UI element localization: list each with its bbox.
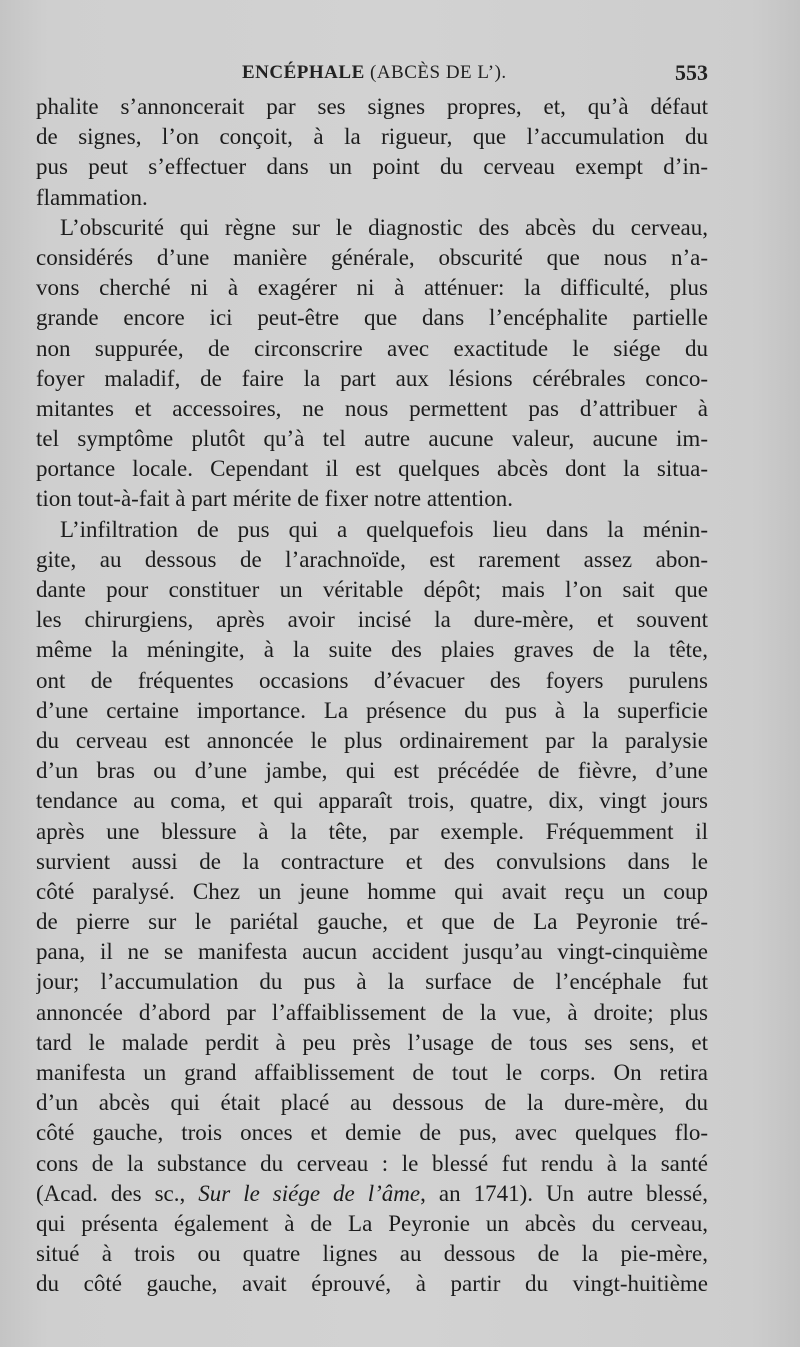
text-line: qui présenta également à de La Peyronie un abcès du cerveau, [36,1210,708,1236]
citation-title: Sur le siége de l’âme [198,1180,421,1206]
text-line: tard le malade perdit à peu près l’usage de tous ses sens, et [36,1029,708,1055]
text-line: ont de fréquentes occasions d’évacuer des foyers purulens [36,667,708,693]
text-line: de pierre sur le pariétal gauche, et que de La Peyronie tré- [36,909,708,935]
text-line: côté gauche, trois onces et demie de pus, avec quelques flo- [36,1120,708,1146]
text-line: même la méningite, à la suite des plaies graves de la tête, [36,637,708,663]
text-line: tion tout-à-fait à part mérite de fixer notre attention. [36,486,514,512]
text-line: L’infiltration de pus qui a quelquefois lieu dans la ménin- [60,516,708,542]
page-number: 553 [675,60,708,85]
text-line: cons de la substance du cerveau : le blessé fut rendu à la santé [36,1150,708,1176]
text-line: côté paralysé. Chez un jeune homme qui avait reçu un coup [36,878,708,904]
text-line: survient aussi de la contracture et des convulsions dans le [36,848,708,874]
text-line: foyer maladif, de faire la part aux lésions cérébrales conco- [36,365,708,391]
text-line: grande encore ici peut-être que dans l’encéphalite partielle [36,305,708,331]
text-line: de signes, l’on conçoit, à la rigueur, que l’accumulation du [36,124,708,150]
text-line: pus peut s’effectuer dans un point du cerveau exempt d’in- [36,154,708,180]
text-line: situé à trois ou quatre lignes au dessous de la pie-mère, [36,1241,708,1267]
running-head-title: ENCÉPHALE (ABCÈS DE L’). [242,62,507,83]
text-line: flammation. [36,184,148,210]
text-line: mitantes et accessoires, ne nous permettent pas d’attribuer à [36,395,708,421]
running-head-subtitle: (ABCÈS DE L’). [370,62,507,83]
text-line: d’un abcès qui était placé au dessous de la dure-mère, du [36,1090,708,1116]
text-line: les chirurgiens, après avoir incisé la dure-mère, et souvent [36,607,708,633]
text-line: vons cherché ni à exagérer ni à atténuer: la difficulté, plus [36,275,708,301]
text-line: (Acad. des sc., Sur le siége de l’âme, an 1741). Un autre blessé, [36,1180,708,1206]
running-head [36,60,708,90]
text-line: phalite s’annoncerait par ses signes propres, et, qu’à défaut [36,94,708,119]
text-line: portance locale. Cependant il est quelques abcès dont la situa- [36,456,708,482]
text-line: gite, au dessous de l’arachnoïde, est rarement assez abon- [36,546,708,572]
text-line: tendance au coma, et qui apparaît trois, quatre, dix, vingt jours [36,788,708,814]
text-line: manifesta un grand affaiblissement de tout le corps. On retira [36,1060,708,1085]
text-line: non suppurée, de circonscrire avec exactitude le siége du [36,335,708,361]
text-line: du cerveau est annoncée le plus ordinairement par la paralysie [36,727,708,753]
text-line: tel symptôme plutôt qu’à tel autre aucune valeur, aucune im- [36,426,708,452]
text-line: jour; l’accumulation du pus à la surface de l’encéphale fut [36,969,708,995]
text-line: pana, il ne se manifesta aucun accident jusqu’au vingt-cinquième [36,939,708,965]
text-line: d’un bras ou d’une jambe, qui est précédée de fièvre, d’une [36,758,708,784]
text-line: L’obscurité qui règne sur le diagnostic des abcès du cerveau, [60,214,708,240]
text-line: dante pour constituer un véritable dépôt; mais l’on sait que [36,577,708,602]
text-line: après une blessure à la tête, par exemple. Fréquemment il [36,818,708,844]
text-line: du côté gauche, avait éprouvé, à partir du vingt-huitième [36,1271,708,1297]
text-line: d’une certaine importance. La présence du pus à la superficie [36,697,708,723]
text-line: considérés d’une manière générale, obscurité que nous n’a- [36,244,708,270]
body-text [36,92,708,1300]
text-line: annoncée d’abord par l’affaiblissement de la vue, à droite; plus [36,999,708,1025]
